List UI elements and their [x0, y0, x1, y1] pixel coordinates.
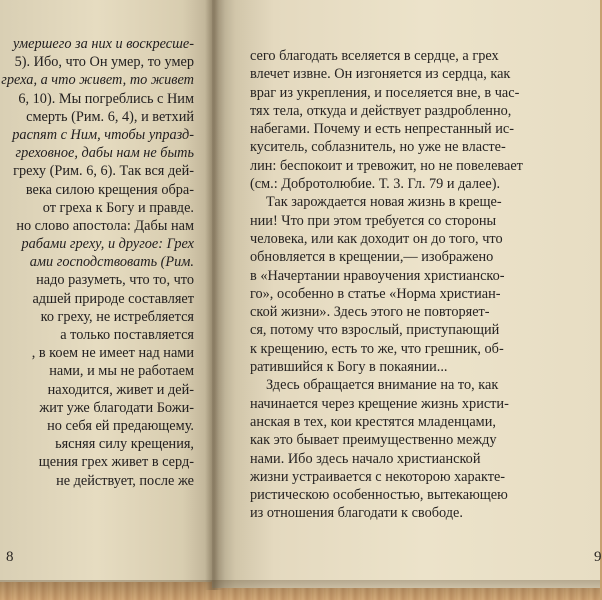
text-line: лин: беспокоит и тревожит, но не повелевает	[250, 157, 523, 174]
text-line: го», особенно в статье «Норма христиан-	[250, 285, 501, 302]
text-line: умершего за них и воскресше-	[13, 36, 194, 52]
text-line: к крещению, есть то же, что грешник, об-	[250, 340, 504, 357]
text-line: щения грех живет в серд-	[38, 454, 194, 471]
text-line: ко греху, не истребляется	[40, 308, 194, 325]
text-line: греху (Рим. 6, 6). Так вся дей-	[13, 163, 194, 180]
text-line: смерть (Рим. 6, 4), и ветхий	[26, 108, 194, 125]
text-line: греха, а что живет, то живет	[1, 72, 194, 89]
text-line: 6, 10). Мы погреблись с Ним	[18, 90, 194, 107]
text-line: нами, и мы не работаем	[49, 363, 194, 380]
text-line: сего благодать вселяется в сердце, а грех	[250, 48, 499, 64]
text-line: (см.: Добротолюбие. Т. 3. Гл. 79 и далее).	[250, 176, 501, 193]
text-line: Здесь обращается внимание на то, как	[266, 377, 499, 394]
left-page-text	[0, 35, 194, 490]
text-line: но себя ей предающему.	[47, 417, 194, 434]
text-line: жит уже благодати Божи-	[39, 399, 194, 416]
text-line: века силою крещения обра-	[25, 181, 194, 198]
text-line: от греха к Богу и правде.	[42, 199, 194, 216]
page-number-right: 9	[594, 549, 602, 565]
left-page	[0, 0, 215, 582]
text-line: ами господствовать (Рим.	[29, 254, 194, 271]
text-line: а только поставляется	[60, 327, 194, 343]
text-line: в «Начертании нравоучения христианско-	[250, 267, 505, 284]
right-page-text	[250, 47, 570, 523]
text-line: обновляется в крещении,— изображено	[250, 249, 494, 266]
text-line: Так зарождается новая жизнь в крещe-	[266, 194, 502, 211]
text-line	[0, 53, 194, 71]
text-line: но слово апостола: Дабы нам	[16, 217, 194, 234]
text-line-inner: 5). Ибо, что Он умер, то умер	[14, 54, 194, 71]
text-line: ристическою особенностью, вытекающею	[250, 487, 508, 504]
text-line: человека, или как доходит он до того, что	[250, 230, 503, 247]
text-line: ратившийся к Богу в покаянии...	[250, 359, 448, 376]
text-line: находится, живет и дей-	[47, 381, 194, 398]
text-line: враг из укрепления, и поселяется вне, в час-	[250, 84, 520, 101]
text-line: жизни устраивается с некоторою характе-	[250, 468, 506, 485]
text-line: , в коем не имеет над нами	[31, 345, 194, 362]
text-line: начинается через крещение жизнь христи-	[250, 395, 509, 412]
text-line: адшей природе составляет	[32, 290, 194, 307]
text-line: рабами греху, и другое: Грех	[21, 236, 194, 253]
text-line: распят с Ним, чтобы упразд-	[12, 126, 194, 143]
text-line: нии! Что при этом требуется со стороны	[250, 212, 497, 229]
text-line: набегами. Почему и есть непрестанный ис-	[250, 121, 515, 138]
text-line: куситель, соблазнитель, но уже не властe-	[250, 139, 506, 156]
text-line: влечет извне. Он изгоняется из сердца, как	[250, 66, 511, 83]
text-line: из отношения благодати к свободе.	[250, 505, 463, 522]
text-line: ьясняя силу крещения,	[55, 436, 194, 453]
text-line: надо разуметь, что то, что	[36, 272, 194, 289]
text-line: не действует, после же	[56, 472, 194, 489]
text-line: тях тела, откуда и действует раздробленно,	[250, 102, 512, 119]
text-line: как это бывает преимущественно между	[250, 432, 497, 449]
page-shadow	[0, 580, 600, 600]
text-line: анская в тех, кои крестятся младенцами,	[250, 413, 496, 430]
page-number-left: 8	[6, 549, 14, 565]
text-line: нами. Ибо здесь начало христианской	[250, 450, 481, 467]
book-gutter	[205, 0, 225, 590]
text-line: греховное, дабы нам не быть	[15, 145, 194, 162]
text-line: ской жизни». Здесь этого не повторяет-	[250, 304, 490, 321]
right-page	[212, 0, 600, 588]
text-line: ся, потому что взрослый, приступающий	[250, 322, 500, 339]
